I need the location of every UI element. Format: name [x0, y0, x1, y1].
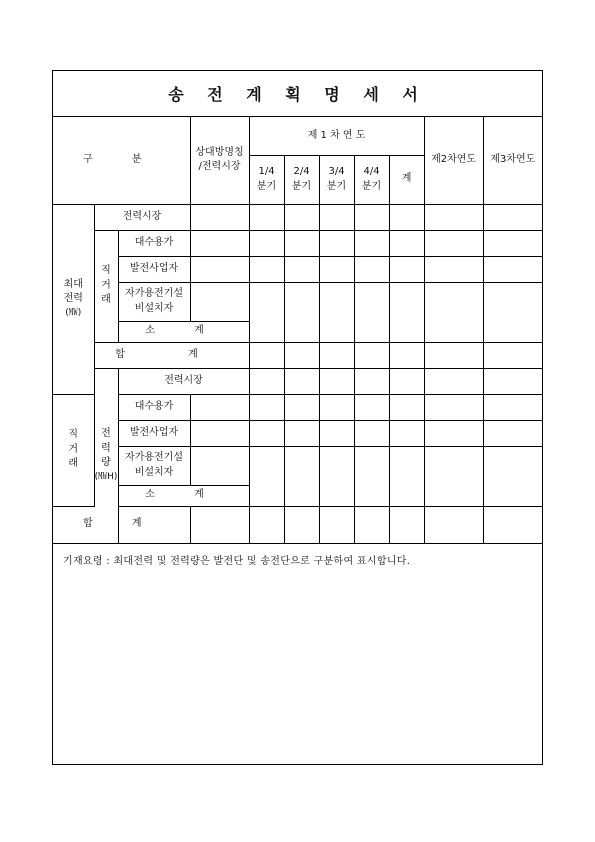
cell[interactable] [424, 506, 483, 543]
cell[interactable] [284, 506, 319, 543]
quarter-2-line1: 2/4 [293, 166, 310, 177]
cell[interactable] [354, 368, 389, 394]
cell[interactable] [190, 282, 249, 321]
quarter-3-line1: 3/4 [328, 166, 345, 177]
cell[interactable] [354, 204, 389, 230]
cell[interactable] [190, 394, 249, 420]
header-counterparty [190, 117, 249, 204]
cell[interactable] [284, 204, 319, 230]
quarter-1-line2: 분기 [256, 180, 277, 192]
cell[interactable] [249, 446, 284, 506]
form-frame [52, 70, 543, 765]
cell[interactable] [424, 256, 483, 282]
self-gen-line2: 비설치자 [134, 466, 174, 478]
header-counterparty-line1: 상대방명칭 [195, 146, 244, 158]
cell[interactable] [389, 342, 424, 368]
cell[interactable] [483, 420, 542, 446]
row-market: 전력시장 [118, 368, 249, 394]
cell[interactable] [424, 282, 483, 342]
row-large-consumer: 대수용가 [118, 230, 190, 256]
cell[interactable] [190, 446, 249, 485]
quarter-2-line2: 분기 [291, 180, 312, 192]
cell[interactable] [483, 230, 542, 256]
section-2-line2: 력 [101, 442, 111, 454]
section-2-line1: 전 [101, 428, 111, 440]
header-quarter-2 [284, 155, 319, 204]
quarter-1-line1: 1/4 [258, 166, 275, 177]
cell[interactable] [249, 420, 284, 446]
cell[interactable] [319, 420, 354, 446]
cell[interactable] [284, 420, 319, 446]
cell[interactable] [354, 446, 389, 506]
cell[interactable] [190, 420, 249, 446]
row-power-producer: 발전사업자 [118, 420, 190, 446]
section-1-line2: 전력 [63, 293, 83, 305]
cell[interactable] [284, 256, 319, 282]
row-subtotal: 소 계 [118, 485, 249, 506]
cell[interactable] [284, 394, 319, 420]
cell[interactable] [424, 342, 483, 368]
form-title: 송 전 계 획 명 세 서 [53, 71, 542, 117]
cell[interactable] [389, 420, 424, 446]
cell[interactable] [249, 230, 284, 256]
section-1-unit: (㎿) [65, 307, 82, 318]
header-quarter-1 [249, 155, 284, 204]
cell[interactable] [354, 342, 389, 368]
row-power-producer: 발전사업자 [118, 256, 190, 282]
row-market: 전력시장 [94, 204, 190, 230]
row-total: 합 계 [53, 506, 190, 543]
cell[interactable] [389, 282, 424, 342]
cell[interactable] [249, 342, 284, 368]
cell[interactable] [249, 394, 284, 420]
cell[interactable] [483, 394, 542, 420]
direct-char-1: 직 [68, 429, 79, 441]
quarter-4-line2: 분기 [361, 180, 382, 192]
cell[interactable] [249, 256, 284, 282]
header-sum: 계 [389, 155, 424, 204]
quarter-4-line1: 4/4 [363, 166, 380, 177]
quarter-3-line2: 분기 [326, 180, 347, 192]
cell[interactable] [389, 204, 424, 230]
cell[interactable] [354, 230, 389, 256]
cell[interactable] [284, 446, 319, 506]
cell[interactable] [190, 204, 249, 230]
header-year2: 제2차연도 [424, 117, 483, 204]
cell[interactable] [284, 368, 319, 394]
cell[interactable] [389, 256, 424, 282]
header-quarter-3 [319, 155, 354, 204]
section-2-line3: 량 [101, 457, 111, 469]
direct-trade-label [94, 230, 118, 342]
header-year3: 제3차연도 [483, 117, 542, 204]
cell[interactable] [483, 506, 542, 543]
cell[interactable] [190, 256, 249, 282]
self-gen-line1: 자가용전기설 [125, 452, 183, 463]
cell[interactable] [319, 230, 354, 256]
direct-char-3: 래 [68, 458, 79, 470]
self-gen-line2: 비설치자 [134, 302, 174, 314]
cell[interactable] [483, 368, 542, 394]
cell[interactable] [319, 446, 354, 506]
row-self-generation [118, 282, 190, 321]
cell[interactable] [389, 368, 424, 394]
cell[interactable] [483, 204, 542, 230]
cell[interactable] [190, 506, 249, 543]
cell[interactable] [424, 204, 483, 230]
header-category: 구 분 [53, 117, 190, 204]
cell[interactable] [424, 368, 483, 394]
cell[interactable] [424, 446, 483, 506]
cell[interactable] [354, 256, 389, 282]
cell[interactable] [483, 446, 542, 506]
cell[interactable] [424, 230, 483, 256]
cell[interactable] [389, 394, 424, 420]
direct-char-2: 거 [101, 279, 111, 291]
row-self-generation [118, 446, 190, 485]
cell[interactable] [389, 446, 424, 506]
cell[interactable] [284, 282, 319, 342]
cell[interactable] [319, 506, 354, 543]
cell[interactable] [319, 256, 354, 282]
cell[interactable] [389, 506, 424, 543]
cell[interactable] [249, 506, 284, 543]
cell[interactable] [354, 394, 389, 420]
row-subtotal: 소 계 [118, 321, 249, 342]
cell[interactable] [249, 368, 284, 394]
cell[interactable] [319, 368, 354, 394]
section-2-unit: (㎿H) [94, 471, 118, 482]
cell[interactable] [389, 230, 424, 256]
cell[interactable] [354, 506, 389, 543]
self-gen-line1: 자가용전기설 [125, 288, 183, 299]
row-total: 합 계 [94, 342, 249, 368]
direct-char-1: 직 [101, 265, 111, 277]
cell[interactable] [483, 342, 542, 368]
section-max-power-label [53, 204, 94, 394]
direct-char-3: 래 [101, 294, 111, 306]
transmission-plan-table [53, 117, 542, 544]
cell[interactable] [190, 230, 249, 256]
direct-trade-label [53, 394, 94, 506]
row-large-consumer: 대수용가 [118, 394, 190, 420]
cell[interactable] [424, 420, 483, 446]
instructions-note: 기재요령 : 최대전력 및 전력량은 발전단 및 송전단으로 구분하여 표시합니다. [63, 556, 411, 567]
cell[interactable] [249, 204, 284, 230]
cell[interactable] [424, 394, 483, 420]
section-1-line1: 최대 [63, 278, 83, 290]
cell[interactable] [284, 342, 319, 368]
header-quarter-4 [354, 155, 389, 204]
cell[interactable] [483, 256, 542, 282]
cell[interactable] [319, 282, 354, 342]
cell[interactable] [249, 282, 284, 342]
direct-char-2: 거 [68, 443, 79, 455]
cell[interactable] [319, 204, 354, 230]
cell[interactable] [319, 394, 354, 420]
header-counterparty-line2: /전력시장 [198, 161, 241, 173]
header-year1: 제 1 차 연 도 [249, 117, 424, 155]
cell[interactable] [284, 230, 319, 256]
cell[interactable] [319, 342, 354, 368]
cell[interactable] [354, 282, 389, 342]
cell[interactable] [354, 420, 389, 446]
cell[interactable] [483, 282, 542, 342]
